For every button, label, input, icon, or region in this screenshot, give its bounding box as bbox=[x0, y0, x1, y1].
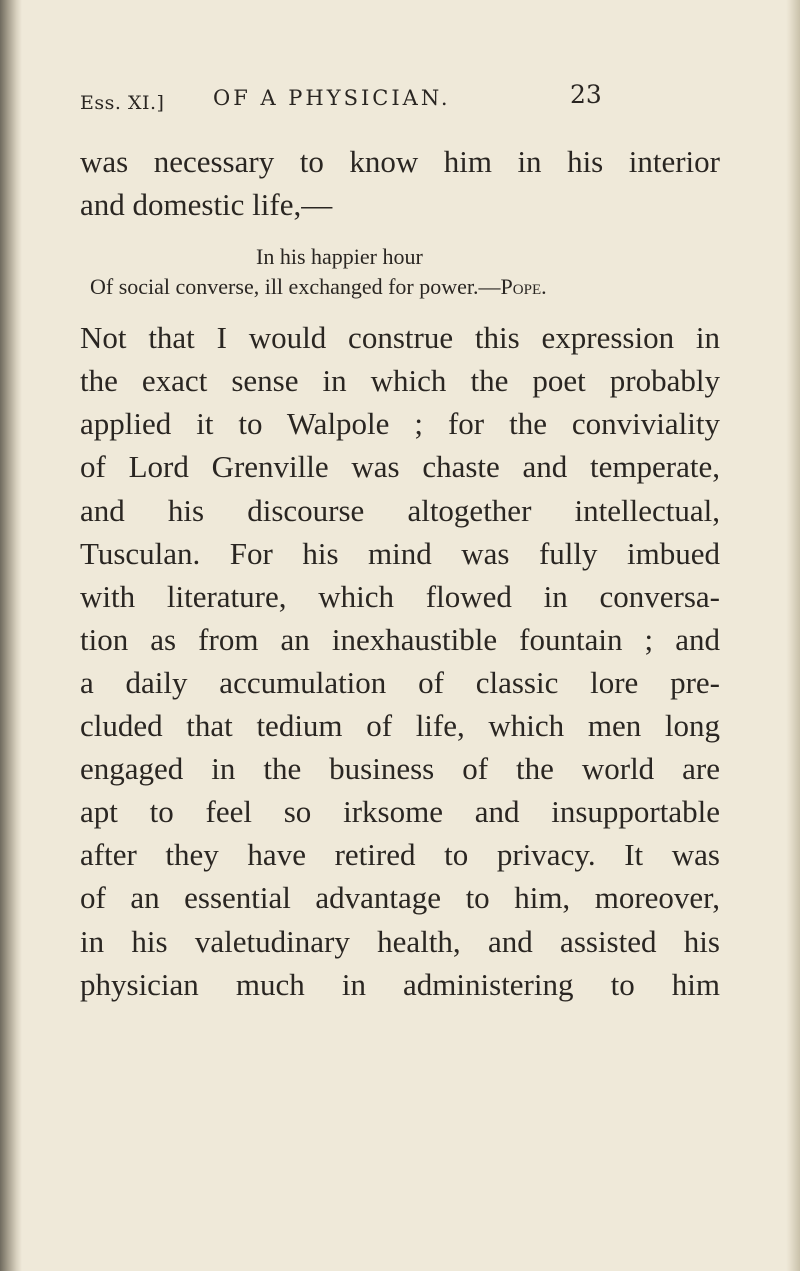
header-title: OF A PHYSICIAN. bbox=[213, 86, 451, 110]
body-text bbox=[80, 140, 720, 1006]
text-line: the exact sense in which the poet probably bbox=[80, 363, 720, 399]
text-line: of an essential advantage to him, moreover, bbox=[80, 880, 720, 916]
text-line: and domestic life,— bbox=[80, 187, 333, 223]
text-line: a daily accumulation of classic lore pre- bbox=[80, 664, 720, 700]
quote-author: Pope. bbox=[500, 274, 547, 300]
text-line: applied it to Walpole ; for the conviviality bbox=[80, 406, 720, 442]
text-line: of Lord Grenville was chaste and temperate, bbox=[80, 449, 720, 485]
text-line: Tusculan. For his mind was fully imbued bbox=[80, 535, 720, 571]
text-line: Not that I would construe this expression in bbox=[80, 320, 720, 356]
text-line: was necessary to know him in his interior bbox=[80, 144, 720, 179]
binding-gutter bbox=[0, 0, 22, 1271]
running-header bbox=[70, 80, 710, 120]
quote-text: Of social converse, ill exchanged for power.— bbox=[90, 274, 501, 300]
text-line: cluded that tedium of life, which men long bbox=[80, 708, 720, 744]
text-line: with literature, which flowed in conversa- bbox=[80, 578, 720, 614]
text-line: engaged in the business of the world are bbox=[80, 751, 720, 787]
text-line: tion as from an inexhaustible fountain ; and bbox=[80, 621, 720, 657]
header-essay-ref: Ess. XI.] bbox=[80, 92, 165, 114]
quote-line-1: In his happier hour bbox=[256, 244, 423, 270]
text-line: apt to feel so irksome and insupportable bbox=[80, 794, 720, 830]
quote-line-2 bbox=[80, 272, 720, 302]
page-edge bbox=[786, 0, 800, 1271]
text-line: in his valetudinary health, and assisted his bbox=[80, 923, 720, 959]
text-line: after they have retired to privacy. It was bbox=[80, 837, 720, 873]
page-number: 23 bbox=[570, 80, 602, 109]
text-line: physician much in administering to him bbox=[80, 966, 720, 1002]
text-line: and his discourse altogether intellectual, bbox=[80, 492, 720, 528]
